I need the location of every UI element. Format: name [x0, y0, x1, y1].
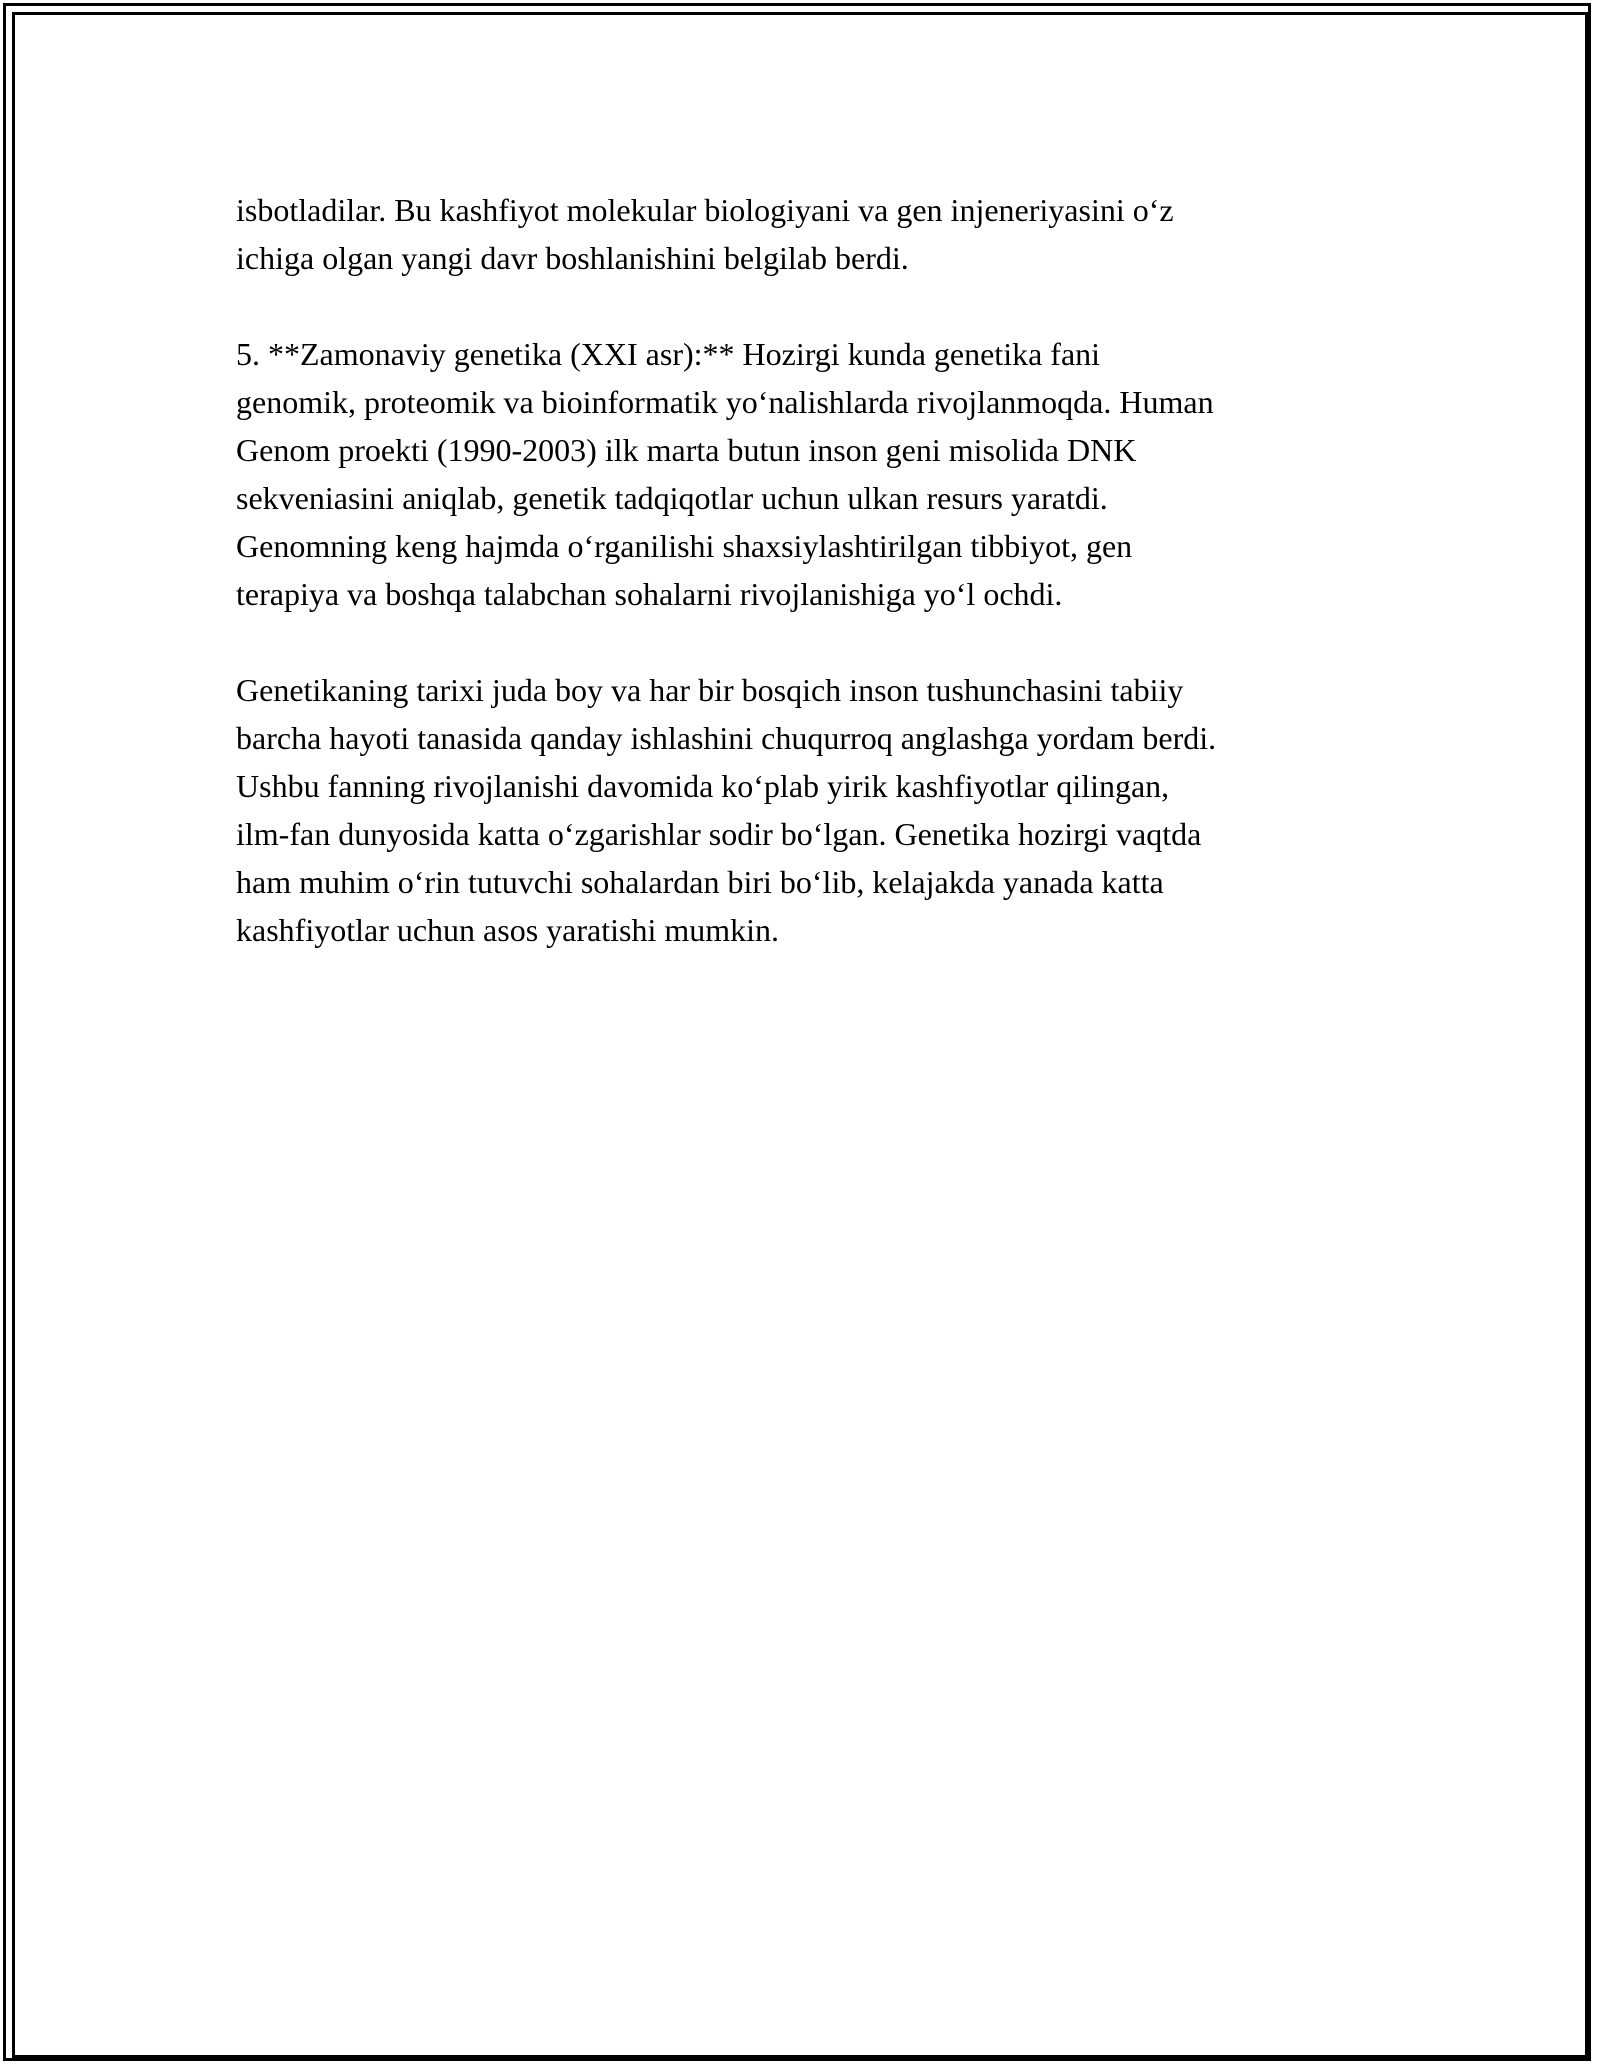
document-body	[236, 186, 1376, 1002]
paragraph-continuation	[236, 186, 1376, 282]
text-line: genomik, proteomik va bioinformatik yo‘nalishlarda rivojlanmoqda. Human	[236, 384, 1214, 420]
text-line: Genomning keng hajmda o‘rganilishi shaxsiylashtirilgan tibbiyot, gen	[236, 528, 1133, 564]
text-line: ham muhim o‘rin tutuvchi sohalardan biri bo‘lib, kelajakda yanada katta	[236, 864, 1164, 900]
text-line: Genom proekti (1990-2003) ilk marta butun inson geni misolida DNK	[236, 432, 1137, 468]
text-line: barcha hayoti tanasida qanday ishlashini chuqurroq anglashga yordam berdi.	[236, 720, 1217, 756]
paragraph-modern-genetics	[236, 330, 1376, 618]
text-line: sekveniasini aniqlab, genetik tadqiqotlar uchun ulkan resurs yaratdi.	[236, 480, 1108, 516]
text-line: Ushbu fanning rivojlanishi davomida ko‘plab yirik kashfiyotlar qilingan,	[236, 768, 1170, 804]
text-line: ichiga olgan yangi davr boshlanishini belgilab berdi.	[236, 240, 909, 276]
text-line: isbotladilar. Bu kashfiyot molekular biologiyani va gen injeneriyasini o‘z	[236, 192, 1174, 228]
paragraph-conclusion	[236, 666, 1376, 954]
text-line: ilm-fan dunyosida katta o‘zgarishlar sodir bo‘lgan. Genetika hozirgi vaqtda	[236, 816, 1202, 852]
text-line: Genetikaning tarixi juda boy va har bir bosqich inson tushunchasini tabiiy	[236, 672, 1184, 708]
text-line: terapiya va boshqa talabchan sohalarni rivojlanishiga yo‘l ochdi.	[236, 576, 1063, 612]
text-line: 5. **Zamonaviy genetika (XXI asr):** Hozirgi kunda genetika fani	[236, 336, 1101, 372]
text-line: kashfiyotlar uchun asos yaratishi mumkin.	[236, 912, 780, 948]
